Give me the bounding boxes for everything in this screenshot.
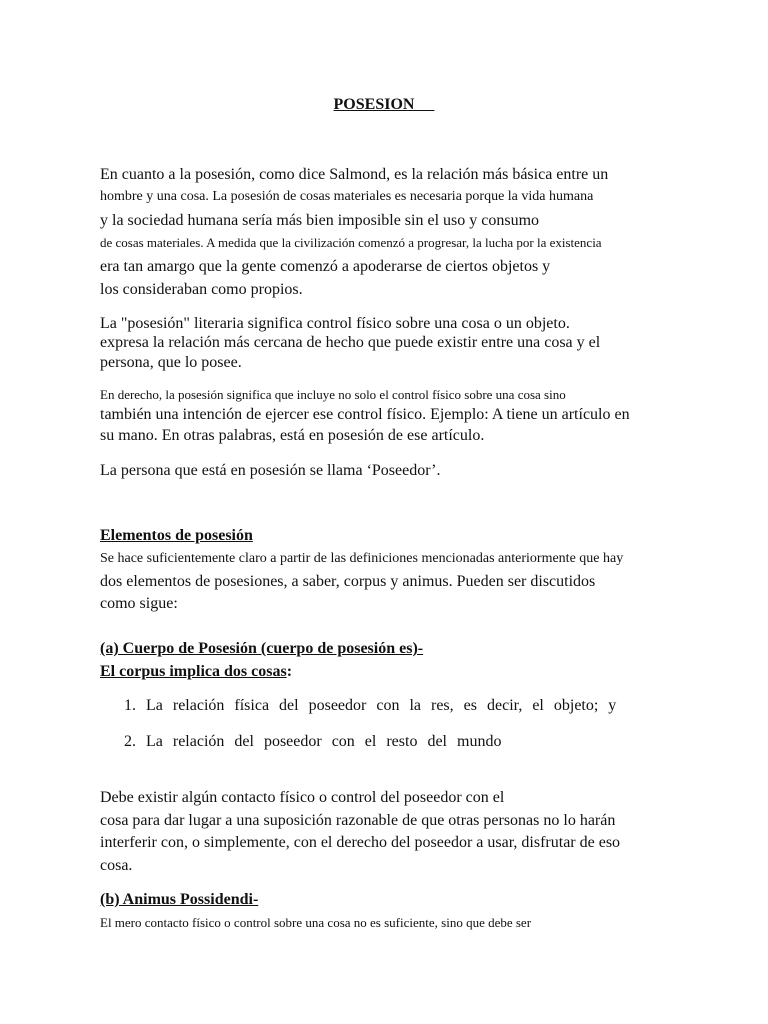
list-item — [124, 696, 616, 716]
subsection-a-para-line: interferir con, o simplemente, con el derecho del poseedor a usar, disfrutar de eso — [100, 834, 621, 851]
subsection-a-para-line: cosa para dar lugar a una suposición razonable de que otras personas no lo harán — [100, 812, 616, 829]
list-text: La relación del poseedor con el resto del mundo — [146, 733, 502, 750]
list-number: 2. — [124, 733, 136, 750]
para3-line: también una intención de ejercer ese control físico. Ejemplo: A tiene un artículo en — [100, 406, 630, 423]
title-underline-trail — [414, 96, 434, 113]
list-text: La relación física del poseedor con la res, es decir, el objeto; y — [146, 697, 617, 714]
section1-line: Se hace suficientemente claro a partir de las definiciones mencionadas anteriormente que hay — [100, 551, 624, 566]
para1-line: y la sociedad humana sería más bien imposible sin el uso y consumo — [100, 212, 540, 229]
para1-line: los consideraban como propios. — [100, 281, 303, 298]
para1-line: era tan amargo que la gente comenzó a apoderarse de ciertos objetos y — [100, 258, 551, 275]
subsection-a-heading: (a) Cuerpo de Posesión (cuerpo de posesión es)- — [100, 640, 424, 657]
subsection-a-subheading — [100, 662, 292, 682]
document-title — [0, 96, 768, 114]
subsection-b-heading: (b) Animus Possidendi- — [100, 891, 259, 908]
para1-line: hombre y una cosa. La posesión de cosas materiales es necesaria porque la vida humana — [100, 189, 594, 204]
section-heading-elementos: Elementos de posesión — [100, 527, 253, 544]
list-item — [124, 732, 501, 752]
subsection-b-line: El mero contacto físico o control sobre una cosa no es suficiente, sino que debe ser — [100, 915, 532, 930]
subheading-text: El corpus implica dos cosas — [100, 663, 287, 680]
para3-line: En derecho, la posesión significa que incluye no solo el control físico sobre una cosa sino — [100, 387, 566, 402]
para4-line: La persona que está en posesión se llama ‘Poseedor’. — [100, 462, 441, 479]
list-number: 1. — [124, 697, 136, 714]
para2-line: persona, que lo posee. — [100, 354, 242, 371]
para2-line: expresa la relación más cercana de hecho que puede existir entre una cosa y el — [100, 334, 601, 351]
para1-line: En cuanto a la posesión, como dice Salmond, es la relación más básica entre un — [100, 166, 609, 183]
para3-line: su mano. En otras palabras, está en posesión de ese artículo. — [100, 427, 485, 444]
section1-line: como sigue: — [100, 595, 178, 612]
para2-line: La "posesión" literaria significa control físico sobre una cosa o un objeto. — [100, 315, 570, 332]
subheading-colon: : — [286, 663, 293, 680]
title-text: POSESION — [333, 96, 415, 113]
subsection-a-para-line: cosa. — [100, 857, 133, 874]
section1-line: dos elementos de posesiones, a saber, corpus y animus. Pueden ser discutidos — [100, 573, 596, 590]
subsection-a-para-line: Debe existir algún contacto físico o control del poseedor con el — [100, 789, 505, 806]
para1-line: de cosas materiales. A medida que la civilización comenzó a progresar, la lucha por la existencia — [100, 235, 602, 250]
